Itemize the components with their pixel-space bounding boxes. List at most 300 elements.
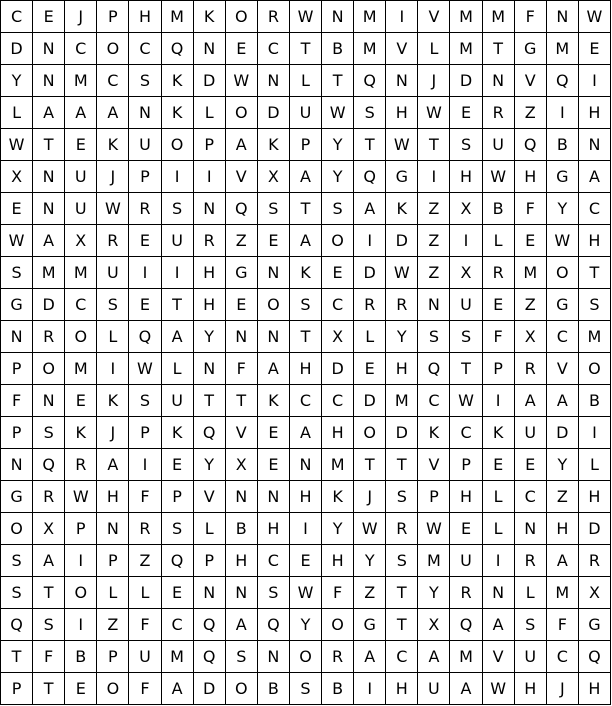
letter-cell[interactable]: C xyxy=(1,1,33,33)
letter-cell[interactable]: N xyxy=(290,449,322,481)
letter-cell[interactable]: P xyxy=(1,417,33,449)
letter-cell[interactable]: B xyxy=(547,129,579,161)
letter-cell[interactable]: S xyxy=(97,289,129,321)
letter-cell[interactable]: F xyxy=(483,321,515,353)
letter-cell[interactable]: C xyxy=(65,33,97,65)
letter-cell[interactable]: N xyxy=(1,449,33,481)
letter-cell[interactable]: M xyxy=(515,257,547,289)
letter-cell[interactable]: J xyxy=(354,481,386,513)
letter-cell[interactable]: E xyxy=(129,225,161,257)
letter-cell[interactable]: D xyxy=(1,33,33,65)
letter-cell[interactable]: D xyxy=(547,417,579,449)
letter-cell[interactable]: O xyxy=(226,1,258,33)
letter-cell[interactable]: D xyxy=(258,97,290,129)
letter-cell[interactable]: N xyxy=(258,641,290,673)
letter-cell[interactable]: Q xyxy=(579,641,611,673)
letter-cell[interactable]: M xyxy=(483,1,515,33)
letter-cell[interactable]: W xyxy=(290,577,322,609)
letter-cell[interactable]: I xyxy=(579,417,611,449)
letter-cell[interactable]: O xyxy=(226,97,258,129)
letter-cell[interactable]: O xyxy=(97,673,129,705)
letter-cell[interactable]: H xyxy=(579,673,611,705)
letter-cell[interactable]: A xyxy=(290,225,322,257)
letter-cell[interactable]: Q xyxy=(1,609,33,641)
letter-cell[interactable]: D xyxy=(194,673,226,705)
letter-cell[interactable]: I xyxy=(162,257,194,289)
letter-cell[interactable]: A xyxy=(226,609,258,641)
letter-cell[interactable]: H xyxy=(579,481,611,513)
letter-cell[interactable]: H xyxy=(450,161,482,193)
letter-cell[interactable]: M xyxy=(65,65,97,97)
letter-cell[interactable]: E xyxy=(65,129,97,161)
letter-cell[interactable]: U xyxy=(162,385,194,417)
letter-cell[interactable]: S xyxy=(258,193,290,225)
letter-cell[interactable]: Y xyxy=(1,65,33,97)
letter-cell[interactable]: W xyxy=(483,673,515,705)
letter-cell[interactable]: I xyxy=(65,609,97,641)
letter-cell[interactable]: G xyxy=(579,609,611,641)
letter-cell[interactable]: K xyxy=(322,481,354,513)
letter-cell[interactable]: L xyxy=(483,225,515,257)
letter-cell[interactable]: A xyxy=(483,609,515,641)
letter-cell[interactable]: S xyxy=(450,321,482,353)
letter-cell[interactable]: S xyxy=(354,97,386,129)
letter-cell[interactable]: O xyxy=(65,321,97,353)
letter-cell[interactable]: Q xyxy=(450,609,482,641)
letter-cell[interactable]: R xyxy=(194,225,226,257)
letter-cell[interactable]: R xyxy=(354,289,386,321)
letter-cell[interactable]: O xyxy=(290,641,322,673)
letter-cell[interactable]: C xyxy=(290,385,322,417)
letter-cell[interactable]: A xyxy=(290,417,322,449)
letter-cell[interactable]: E xyxy=(579,33,611,65)
letter-cell[interactable]: G xyxy=(547,161,579,193)
letter-cell[interactable]: E xyxy=(258,449,290,481)
letter-cell[interactable]: S xyxy=(386,545,418,577)
letter-cell[interactable]: P xyxy=(162,481,194,513)
letter-cell[interactable]: L xyxy=(290,65,322,97)
letter-cell[interactable]: J xyxy=(418,65,450,97)
letter-cell[interactable]: U xyxy=(418,673,450,705)
letter-cell[interactable]: E xyxy=(226,33,258,65)
letter-cell[interactable]: E xyxy=(483,449,515,481)
letter-cell[interactable]: K xyxy=(258,385,290,417)
letter-cell[interactable]: N xyxy=(226,577,258,609)
letter-cell[interactable]: W xyxy=(354,513,386,545)
letter-cell[interactable]: H xyxy=(450,481,482,513)
letter-cell[interactable]: W xyxy=(1,225,33,257)
letter-cell[interactable]: Y xyxy=(322,129,354,161)
letter-cell[interactable]: C xyxy=(450,417,482,449)
letter-cell[interactable]: W xyxy=(418,513,450,545)
letter-cell[interactable]: N xyxy=(483,577,515,609)
letter-cell[interactable]: A xyxy=(97,449,129,481)
letter-cell[interactable]: S xyxy=(290,289,322,321)
letter-cell[interactable]: Z xyxy=(418,225,450,257)
letter-cell[interactable]: N xyxy=(194,577,226,609)
letter-cell[interactable]: S xyxy=(515,609,547,641)
letter-cell[interactable]: S xyxy=(129,385,161,417)
letter-cell[interactable]: N xyxy=(33,161,65,193)
letter-cell[interactable]: Q xyxy=(194,609,226,641)
letter-cell[interactable]: F xyxy=(1,385,33,417)
letter-cell[interactable]: Y xyxy=(194,321,226,353)
letter-cell[interactable]: G xyxy=(515,33,547,65)
letter-cell[interactable]: I xyxy=(65,545,97,577)
letter-cell[interactable]: N xyxy=(33,65,65,97)
letter-cell[interactable]: R xyxy=(483,97,515,129)
letter-cell[interactable]: E xyxy=(162,449,194,481)
letter-cell[interactable]: N xyxy=(1,321,33,353)
letter-cell[interactable]: D xyxy=(386,225,418,257)
letter-cell[interactable]: L xyxy=(515,577,547,609)
letter-cell[interactable]: M xyxy=(450,641,482,673)
letter-cell[interactable]: J xyxy=(65,1,97,33)
letter-cell[interactable]: Z xyxy=(418,257,450,289)
letter-cell[interactable]: I xyxy=(450,225,482,257)
letter-cell[interactable]: N xyxy=(483,65,515,97)
letter-cell[interactable]: H xyxy=(515,161,547,193)
letter-cell[interactable]: Y xyxy=(354,545,386,577)
letter-cell[interactable]: P xyxy=(194,129,226,161)
letter-cell[interactable]: I xyxy=(386,1,418,33)
letter-cell[interactable]: O xyxy=(322,609,354,641)
letter-cell[interactable]: V xyxy=(194,481,226,513)
letter-cell[interactable]: W xyxy=(97,193,129,225)
letter-cell[interactable]: T xyxy=(290,321,322,353)
letter-cell[interactable]: A xyxy=(33,545,65,577)
letter-cell[interactable]: M xyxy=(579,321,611,353)
letter-cell[interactable]: L xyxy=(1,97,33,129)
letter-cell[interactable]: C xyxy=(162,609,194,641)
letter-cell[interactable]: N xyxy=(194,33,226,65)
letter-cell[interactable]: W xyxy=(386,129,418,161)
letter-cell[interactable]: Q xyxy=(226,193,258,225)
letter-cell[interactable]: Z xyxy=(515,289,547,321)
letter-cell[interactable]: C xyxy=(547,321,579,353)
letter-cell[interactable]: V xyxy=(547,353,579,385)
letter-cell[interactable]: O xyxy=(1,513,33,545)
letter-cell[interactable]: X xyxy=(65,225,97,257)
letter-cell[interactable]: E xyxy=(162,577,194,609)
letter-cell[interactable]: S xyxy=(1,257,33,289)
letter-cell[interactable]: A xyxy=(547,385,579,417)
letter-cell[interactable]: U xyxy=(65,193,97,225)
letter-cell[interactable]: A xyxy=(354,641,386,673)
letter-cell[interactable]: S xyxy=(226,641,258,673)
letter-cell[interactable]: J xyxy=(547,673,579,705)
letter-cell[interactable]: Y xyxy=(322,513,354,545)
letter-cell[interactable]: T xyxy=(290,193,322,225)
letter-cell[interactable]: S xyxy=(162,513,194,545)
letter-cell[interactable]: W xyxy=(579,1,611,33)
letter-cell[interactable]: V xyxy=(226,417,258,449)
letter-cell[interactable]: M xyxy=(322,449,354,481)
letter-cell[interactable]: T xyxy=(226,385,258,417)
letter-cell[interactable]: T xyxy=(386,609,418,641)
letter-cell[interactable]: C xyxy=(322,385,354,417)
letter-cell[interactable]: P xyxy=(129,161,161,193)
letter-cell[interactable]: I xyxy=(129,257,161,289)
letter-cell[interactable]: R xyxy=(450,577,482,609)
letter-cell[interactable]: N xyxy=(33,33,65,65)
letter-cell[interactable]: E xyxy=(258,225,290,257)
letter-cell[interactable]: F xyxy=(322,577,354,609)
letter-cell[interactable]: A xyxy=(290,161,322,193)
letter-cell[interactable]: B xyxy=(226,513,258,545)
letter-cell[interactable]: I xyxy=(194,161,226,193)
letter-cell[interactable]: D xyxy=(354,257,386,289)
letter-cell[interactable]: U xyxy=(515,641,547,673)
letter-cell[interactable]: C xyxy=(515,481,547,513)
letter-cell[interactable]: F xyxy=(129,673,161,705)
letter-cell[interactable]: Q xyxy=(354,161,386,193)
letter-cell[interactable]: T xyxy=(33,577,65,609)
letter-cell[interactable]: M xyxy=(162,641,194,673)
letter-cell[interactable]: P xyxy=(483,353,515,385)
letter-cell[interactable]: L xyxy=(194,513,226,545)
letter-cell[interactable]: T xyxy=(354,449,386,481)
letter-cell[interactable]: T xyxy=(386,577,418,609)
letter-cell[interactable]: Z xyxy=(129,545,161,577)
letter-cell[interactable]: D xyxy=(194,65,226,97)
letter-cell[interactable]: W xyxy=(65,481,97,513)
letter-cell[interactable]: O xyxy=(354,417,386,449)
letter-cell[interactable]: D xyxy=(354,385,386,417)
letter-cell[interactable]: V xyxy=(515,65,547,97)
letter-cell[interactable]: U xyxy=(129,129,161,161)
letter-cell[interactable]: H xyxy=(547,513,579,545)
letter-cell[interactable]: N xyxy=(258,65,290,97)
letter-cell[interactable]: I xyxy=(354,673,386,705)
letter-cell[interactable]: H xyxy=(579,97,611,129)
letter-cell[interactable]: T xyxy=(194,385,226,417)
letter-cell[interactable]: H xyxy=(194,289,226,321)
letter-cell[interactable]: L xyxy=(418,33,450,65)
letter-cell[interactable]: R xyxy=(322,641,354,673)
letter-cell[interactable]: O xyxy=(226,673,258,705)
letter-cell[interactable]: C xyxy=(258,33,290,65)
letter-cell[interactable]: N xyxy=(258,481,290,513)
letter-cell[interactable]: W xyxy=(547,225,579,257)
letter-cell[interactable]: H xyxy=(290,481,322,513)
letter-cell[interactable]: Q xyxy=(418,353,450,385)
letter-cell[interactable]: A xyxy=(162,673,194,705)
letter-cell[interactable]: C xyxy=(322,289,354,321)
letter-cell[interactable]: Q xyxy=(547,65,579,97)
letter-cell[interactable]: R xyxy=(97,225,129,257)
letter-cell[interactable]: D xyxy=(386,417,418,449)
letter-cell[interactable]: C xyxy=(65,289,97,321)
letter-cell[interactable]: K xyxy=(162,65,194,97)
letter-cell[interactable]: Y xyxy=(194,449,226,481)
letter-cell[interactable]: N xyxy=(418,289,450,321)
letter-cell[interactable]: H xyxy=(129,1,161,33)
letter-cell[interactable]: P xyxy=(97,545,129,577)
letter-cell[interactable]: B xyxy=(483,193,515,225)
letter-cell[interactable]: Q xyxy=(129,321,161,353)
letter-cell[interactable]: E xyxy=(450,513,482,545)
letter-cell[interactable]: P xyxy=(97,641,129,673)
letter-cell[interactable]: R xyxy=(129,193,161,225)
letter-cell[interactable]: C xyxy=(547,641,579,673)
letter-cell[interactable]: T xyxy=(354,129,386,161)
letter-cell[interactable]: U xyxy=(483,129,515,161)
letter-cell[interactable]: Z xyxy=(418,193,450,225)
letter-cell[interactable]: T xyxy=(33,673,65,705)
letter-cell[interactable]: Q xyxy=(33,449,65,481)
letter-cell[interactable]: R xyxy=(515,545,547,577)
letter-cell[interactable]: D xyxy=(33,289,65,321)
letter-cell[interactable]: M xyxy=(33,257,65,289)
letter-cell[interactable]: H xyxy=(226,545,258,577)
letter-cell[interactable]: E xyxy=(65,385,97,417)
letter-cell[interactable]: R xyxy=(579,545,611,577)
letter-cell[interactable]: R xyxy=(129,513,161,545)
letter-cell[interactable]: T xyxy=(579,257,611,289)
letter-cell[interactable]: W xyxy=(483,161,515,193)
letter-cell[interactable]: F xyxy=(515,1,547,33)
letter-cell[interactable]: G xyxy=(386,161,418,193)
letter-cell[interactable]: O xyxy=(322,225,354,257)
letter-cell[interactable]: X xyxy=(322,321,354,353)
letter-cell[interactable]: U xyxy=(65,161,97,193)
letter-cell[interactable]: A xyxy=(547,545,579,577)
letter-cell[interactable]: P xyxy=(194,545,226,577)
letter-cell[interactable]: E xyxy=(226,289,258,321)
letter-cell[interactable]: H xyxy=(97,481,129,513)
letter-cell[interactable]: C xyxy=(129,33,161,65)
letter-cell[interactable]: S xyxy=(258,577,290,609)
letter-cell[interactable]: I xyxy=(547,97,579,129)
letter-cell[interactable]: M xyxy=(65,353,97,385)
letter-cell[interactable]: F xyxy=(129,481,161,513)
letter-cell[interactable]: W xyxy=(1,129,33,161)
letter-cell[interactable]: U xyxy=(129,641,161,673)
letter-cell[interactable]: P xyxy=(290,129,322,161)
letter-cell[interactable]: X xyxy=(450,257,482,289)
letter-cell[interactable]: Q xyxy=(162,33,194,65)
letter-cell[interactable]: U xyxy=(162,225,194,257)
letter-cell[interactable]: T xyxy=(322,65,354,97)
letter-cell[interactable]: N xyxy=(579,129,611,161)
letter-cell[interactable]: E xyxy=(483,289,515,321)
letter-cell[interactable]: F xyxy=(33,641,65,673)
letter-cell[interactable]: A xyxy=(450,673,482,705)
letter-cell[interactable]: M xyxy=(162,1,194,33)
letter-cell[interactable]: H xyxy=(290,353,322,385)
letter-cell[interactable]: A xyxy=(418,641,450,673)
letter-cell[interactable]: T xyxy=(33,129,65,161)
letter-cell[interactable]: Z xyxy=(547,481,579,513)
letter-cell[interactable]: P xyxy=(1,673,33,705)
letter-cell[interactable]: G xyxy=(354,609,386,641)
letter-cell[interactable]: U xyxy=(515,417,547,449)
letter-cell[interactable]: Y xyxy=(386,321,418,353)
letter-cell[interactable]: Y xyxy=(322,161,354,193)
letter-cell[interactable]: X xyxy=(418,609,450,641)
letter-cell[interactable]: O xyxy=(258,289,290,321)
letter-cell[interactable]: Y xyxy=(290,609,322,641)
letter-cell[interactable]: A xyxy=(33,97,65,129)
letter-cell[interactable]: S xyxy=(1,577,33,609)
letter-cell[interactable]: T xyxy=(290,33,322,65)
letter-cell[interactable]: L xyxy=(162,353,194,385)
letter-cell[interactable]: L xyxy=(483,481,515,513)
letter-cell[interactable]: V xyxy=(418,449,450,481)
letter-cell[interactable]: B xyxy=(322,33,354,65)
letter-cell[interactable]: G xyxy=(1,481,33,513)
letter-cell[interactable]: A xyxy=(226,129,258,161)
letter-cell[interactable]: D xyxy=(579,513,611,545)
letter-cell[interactable]: D xyxy=(322,353,354,385)
letter-cell[interactable]: Y xyxy=(418,577,450,609)
letter-cell[interactable]: Z xyxy=(354,577,386,609)
letter-cell[interactable]: H xyxy=(322,545,354,577)
letter-cell[interactable]: Y xyxy=(547,193,579,225)
letter-cell[interactable]: N xyxy=(194,193,226,225)
letter-cell[interactable]: Z xyxy=(226,225,258,257)
letter-cell[interactable]: A xyxy=(33,225,65,257)
letter-cell[interactable]: K xyxy=(97,129,129,161)
letter-cell[interactable]: O xyxy=(162,129,194,161)
letter-cell[interactable]: A xyxy=(258,353,290,385)
letter-cell[interactable]: S xyxy=(579,289,611,321)
letter-cell[interactable]: B xyxy=(322,673,354,705)
letter-cell[interactable]: K xyxy=(418,417,450,449)
letter-cell[interactable]: V xyxy=(226,161,258,193)
letter-cell[interactable]: T xyxy=(450,353,482,385)
letter-cell[interactable]: F xyxy=(226,353,258,385)
letter-cell[interactable]: C xyxy=(418,385,450,417)
letter-cell[interactable]: E xyxy=(515,225,547,257)
letter-cell[interactable]: E xyxy=(515,449,547,481)
letter-cell[interactable]: K xyxy=(194,1,226,33)
letter-cell[interactable]: L xyxy=(579,449,611,481)
letter-cell[interactable]: R xyxy=(483,257,515,289)
letter-cell[interactable]: W xyxy=(450,385,482,417)
letter-cell[interactable]: K xyxy=(65,417,97,449)
letter-cell[interactable]: T xyxy=(483,33,515,65)
letter-cell[interactable]: L xyxy=(97,577,129,609)
letter-cell[interactable]: O xyxy=(579,353,611,385)
letter-cell[interactable]: I xyxy=(290,513,322,545)
letter-cell[interactable]: Q xyxy=(194,641,226,673)
letter-cell[interactable]: X xyxy=(1,161,33,193)
letter-cell[interactable]: G xyxy=(1,289,33,321)
letter-cell[interactable]: M xyxy=(65,257,97,289)
letter-cell[interactable]: N xyxy=(33,385,65,417)
letter-cell[interactable]: K xyxy=(483,417,515,449)
letter-cell[interactable]: W xyxy=(226,65,258,97)
letter-cell[interactable]: I xyxy=(418,161,450,193)
letter-cell[interactable]: E xyxy=(354,353,386,385)
letter-cell[interactable]: Q xyxy=(194,417,226,449)
letter-cell[interactable]: E xyxy=(322,257,354,289)
letter-cell[interactable]: L xyxy=(129,577,161,609)
letter-cell[interactable]: W xyxy=(322,97,354,129)
letter-cell[interactable]: T xyxy=(418,129,450,161)
letter-cell[interactable]: S xyxy=(322,193,354,225)
letter-cell[interactable]: N xyxy=(386,65,418,97)
letter-cell[interactable]: R xyxy=(515,353,547,385)
letter-cell[interactable]: R xyxy=(33,321,65,353)
letter-cell[interactable]: L xyxy=(354,321,386,353)
letter-cell[interactable]: U xyxy=(97,257,129,289)
letter-cell[interactable]: C xyxy=(579,193,611,225)
letter-cell[interactable]: B xyxy=(65,641,97,673)
letter-cell[interactable]: A xyxy=(354,193,386,225)
